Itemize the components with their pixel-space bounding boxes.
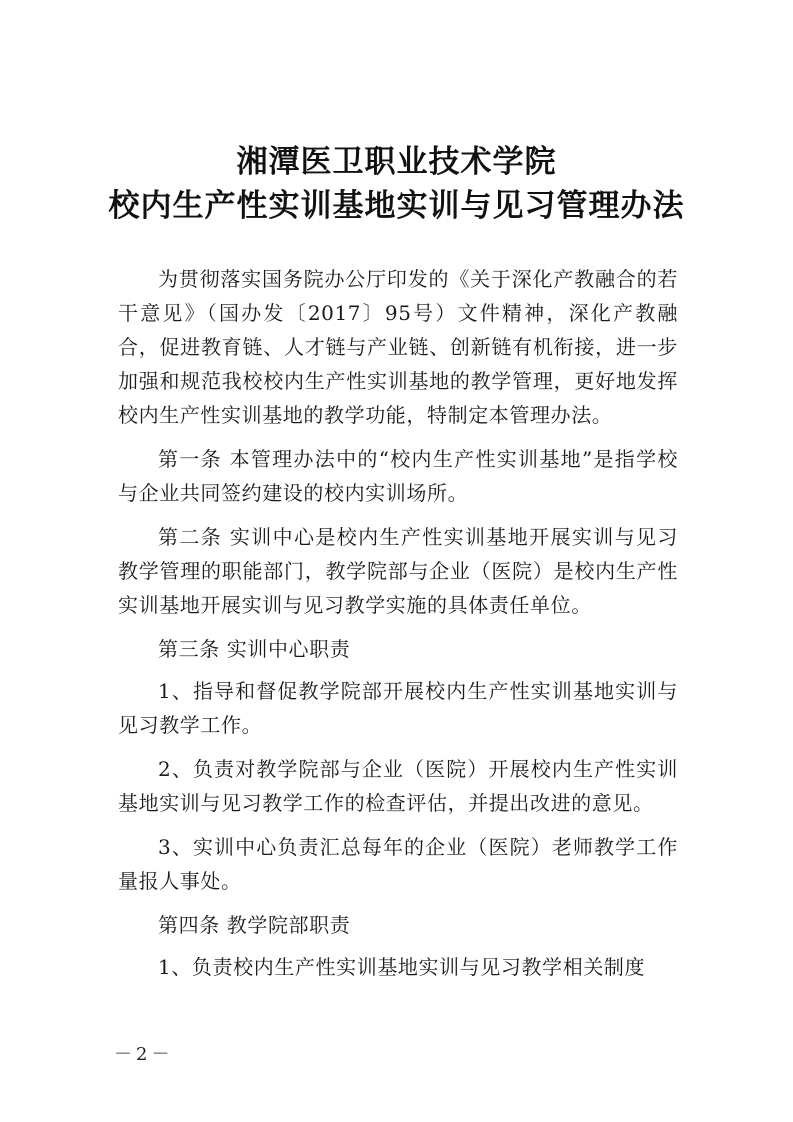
article-3-heading: 第三条 实训中心职责 <box>158 637 351 661</box>
title-block <box>0 140 793 228</box>
article-3-item-1: 1、指导和督促教学院部开展校内生产性实训基地实训与见习教学工作。 <box>118 679 678 737</box>
article-1-paragraph: 第一条 本管理办法中的“校内生产性实训基地”是指学校与企业共同签约建设的校内实训场所。 <box>118 447 678 505</box>
article-4-heading: 第四条 教学院部职责 <box>158 913 351 937</box>
title-line-2: 校内生产性实训基地实训与见习管理办法 <box>108 188 685 224</box>
article-4-item-1: 1、负责校内生产性实训基地实训与见习教学相关制度 <box>158 955 646 979</box>
page-number: －2－ <box>114 1044 174 1065</box>
article-2-paragraph: 第二条 实训中心是校内生产性实训基地开展实训与见习教学管理的职能部门，教学院部与企业（医院）是校内生产性实训基地开展实训与见习教学实施的具体责任单位。 <box>118 525 678 617</box>
article-3-item-3: 3、实训中心负责汇总每年的企业（医院）老师教学工作量报人事处。 <box>118 835 678 893</box>
article-3-item-2: 2、负责对教学院部与企业（医院）开展校内生产性实训基地实训与见习教学工作的检查评估，并提出改进的意见。 <box>118 757 678 815</box>
intro-paragraph: 为贯彻落实国务院办公厅印发的《关于深化产教融合的若干意见》（国办发〔2017〕95号）文件精神，深化产教融合，促进教育链、人才链与产业链、创新链有机衔接，进一步加强和规范我校校内生产性实训基地的教学管理，更好地发挥校内生产性实训基地的教学功能，特制定本管理办法。 <box>118 267 678 427</box>
title-line-1: 湘潭医卫职业技术学院 <box>236 144 557 180</box>
document-body <box>118 262 678 994</box>
